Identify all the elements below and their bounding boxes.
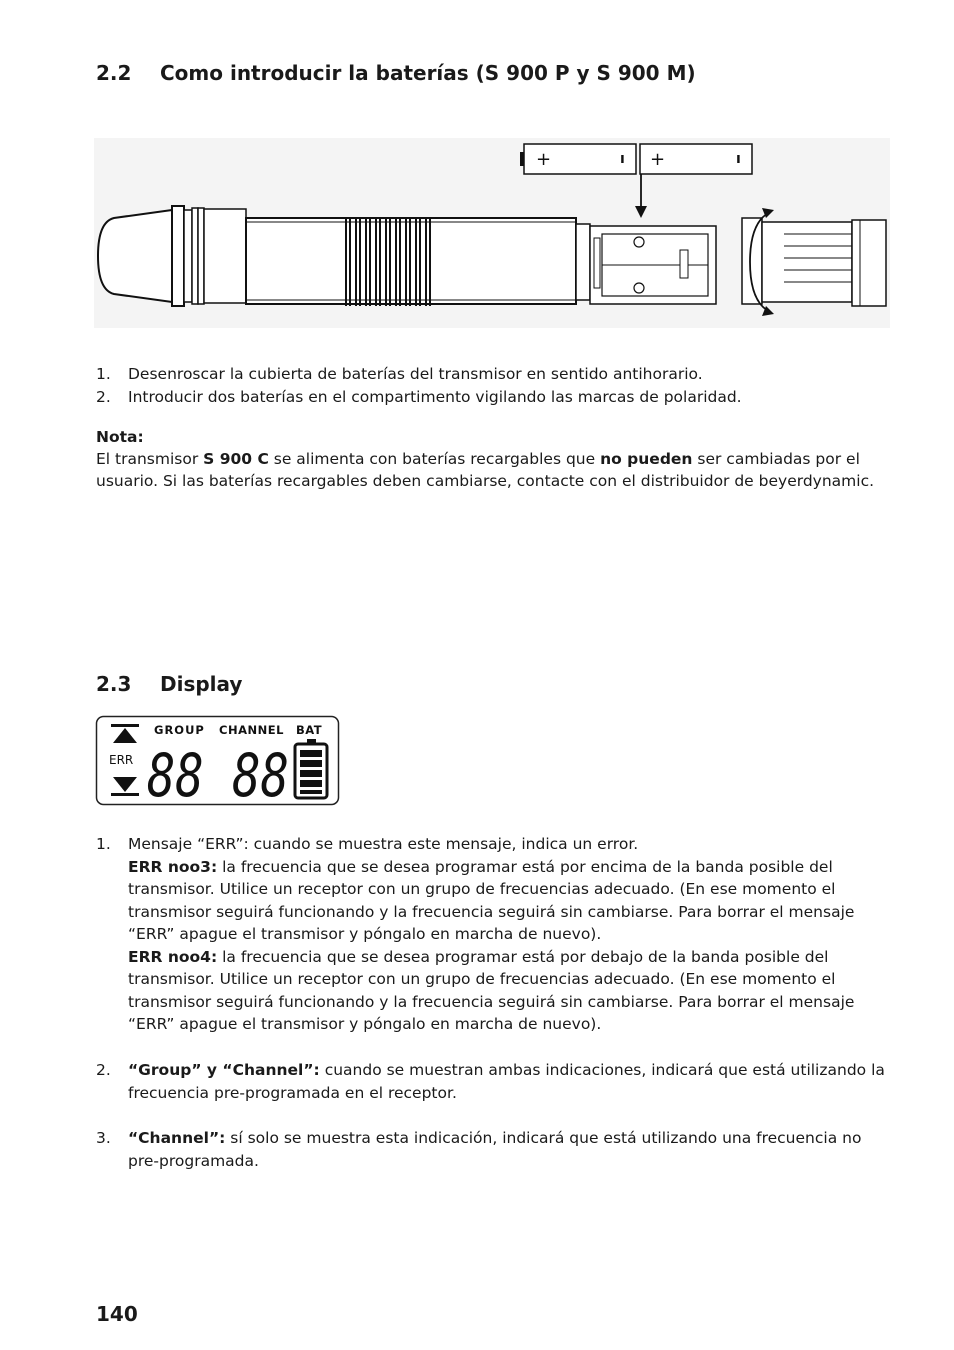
note-emphasis: no pueden [600, 450, 693, 468]
noo4-text: transmisor seguirá funcionando y la frecuencia seguirá sin cambiarse. Para borrar el mensaje [128, 992, 855, 1011]
group-channel-line [128, 1059, 885, 1082]
list-body [128, 1059, 885, 1104]
noo4-line [128, 946, 880, 969]
list-text: Introducir dos baterías en el compartimento vigilando las marcas de polaridad. [128, 388, 742, 406]
battery-2-plus: + [650, 149, 666, 170]
list-item [96, 1059, 886, 1105]
noo3-text: transmisor seguirá funcionando y la frecuencia seguirá sin cambiarse. Para borrar el mensaje [128, 902, 855, 921]
noo4-label: ERR noo4: [128, 947, 218, 966]
list-number: 2. [96, 388, 111, 406]
section-number: 2.3 [96, 672, 132, 696]
list-text: Desenroscar la cubierta de baterías del transmisor en sentido antihorario. [128, 365, 703, 383]
list-item [96, 386, 886, 409]
channel-indicator: CHANNEL [219, 723, 284, 737]
noo3-text: transmisor. Utilice un receptor con un grupo de frecuencias adecuado. (En ese momento el [128, 880, 836, 898]
channel-text: sí solo se muestra esta indicación, indicará que está utilizando una frecuencia no [225, 1129, 862, 1147]
lcd-display-figure [95, 715, 341, 807]
noo3-text: la frecuencia que se desea programar está por encima de la banda posible del [217, 857, 833, 876]
note-model: S 900 C [203, 450, 269, 468]
group-channel-text: frecuencia pre-programada en el receptor. [128, 1083, 457, 1102]
list-body [128, 833, 880, 1036]
battery-1-minus: ı [620, 151, 625, 167]
list-body [128, 1127, 880, 1172]
noo3-text: “ERR” apague el transmisor y póngalo en marcha de nuevo). [128, 925, 602, 943]
section-number: 2.2 [96, 61, 132, 85]
section-title: Display [160, 672, 243, 696]
list-number: 1. [96, 835, 111, 853]
list-item [96, 1127, 886, 1173]
section-title: Como introducir la baterías (S 900 P y S 900 M) [160, 61, 696, 85]
err-intro: Mensaje “ERR”: cuando se muestra este mensaje, indica un error. [128, 835, 639, 853]
section-heading-2-2 [96, 61, 896, 89]
battery-insertion-figure [94, 138, 890, 328]
noo3-label: ERR noo3: [128, 857, 218, 876]
note-line-2: usuario. Si las baterías recargables deben cambiarse, contacte con el distribuidor de beyerdynamic. [96, 472, 875, 490]
page-number: 140 [96, 1302, 138, 1326]
segment-digits: 88 88 [147, 741, 289, 807]
list-number: 2. [96, 1061, 111, 1079]
note-line-1 [96, 448, 896, 471]
noo4-text: transmisor. Utilice un receptor con un grupo de frecuencias adecuado. (En ese momento el [128, 970, 836, 988]
section-heading-2-3 [96, 672, 496, 700]
group-indicator: GROUP [154, 723, 205, 737]
err-indicator: ERR [109, 753, 134, 767]
list-number: 1. [96, 365, 111, 383]
note-text: se alimenta con baterías recargables que [268, 450, 601, 468]
note-text: El transmisor [96, 450, 204, 468]
list-item [96, 833, 886, 1037]
noo4-text: “ERR” apague el transmisor y póngalo en marcha de nuevo). [128, 1015, 602, 1033]
list-number: 3. [96, 1129, 111, 1147]
battery-1-plus: + [536, 149, 552, 170]
noo4-text: la frecuencia que se desea programar está por debajo de la banda posible del [217, 947, 829, 966]
channel-label: “Channel”: [128, 1129, 226, 1147]
noo3-line [128, 856, 880, 879]
note-label: Nota: [96, 428, 144, 446]
bat-indicator: BAT [296, 723, 323, 737]
channel-line [128, 1127, 880, 1150]
battery-2-minus: ı [736, 151, 741, 167]
group-channel-label: “Group” y “Channel”: [128, 1061, 320, 1079]
channel-text: pre-programada. [128, 1151, 259, 1170]
note-text: ser cambiadas por el [692, 450, 860, 468]
group-channel-text: cuando se muestran ambas indicaciones, indicará que está utilizando la [319, 1061, 885, 1079]
list-item [96, 363, 886, 386]
